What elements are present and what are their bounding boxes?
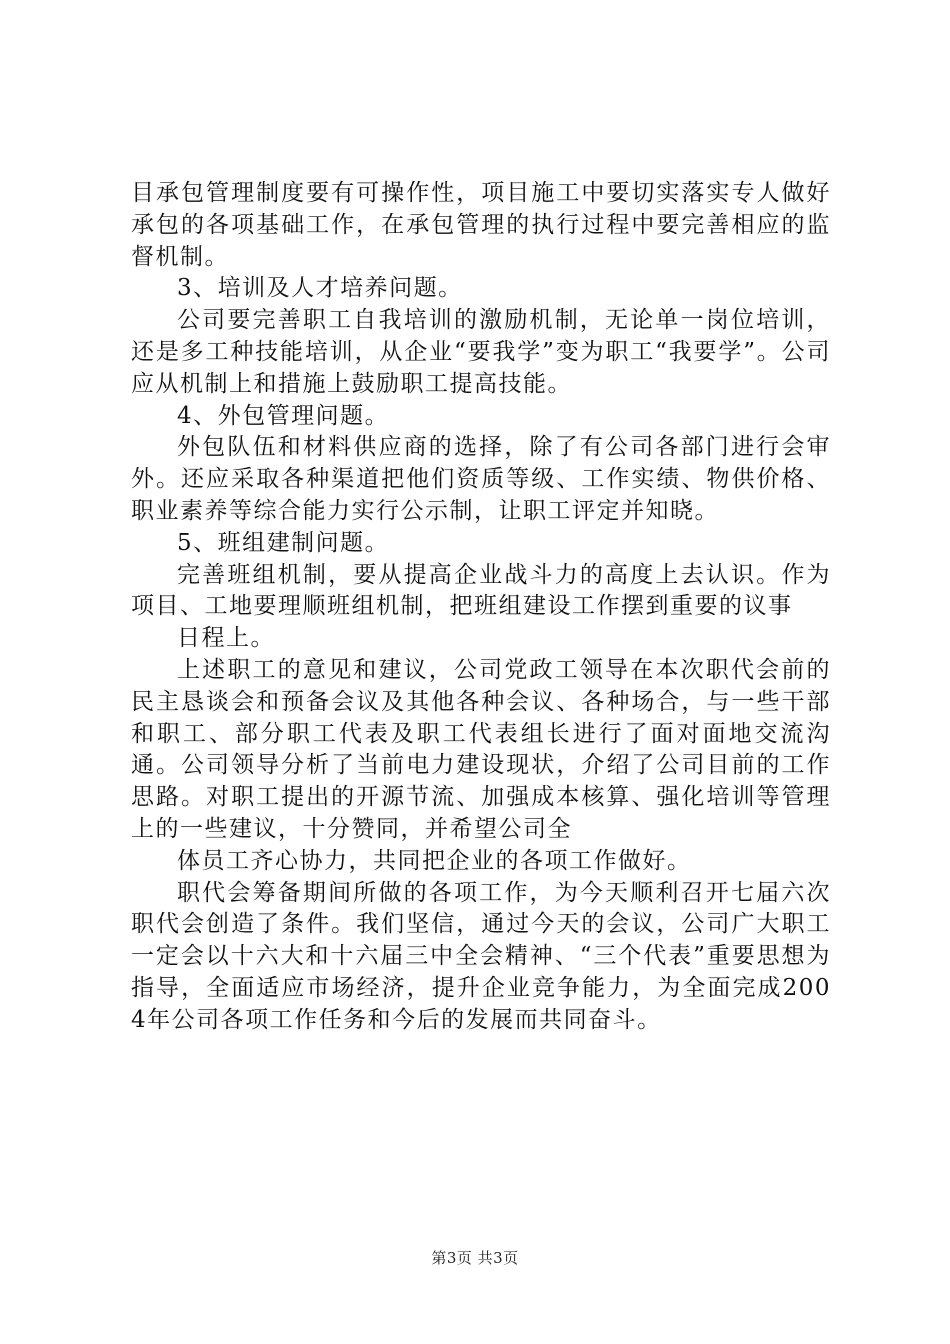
document-body: [131, 178, 831, 1037]
paragraph-team-continued: 日程上。: [177, 625, 275, 652]
section-heading-training: 3、培训及人才培养问题。: [177, 275, 463, 302]
page-number-footer: 第3页 共3页: [431, 1249, 519, 1267]
paragraph-1: 目承包管理制度要有可操作性，项目施工中要切实落实专人做好承包的各项基础工作，在承包管理的执行过程中要完善相应的监督机制。: [131, 180, 831, 270]
section-heading-team: 5、班组建制问题。: [177, 529, 390, 556]
paragraph-feedback-continued: 体员工齐心协力，共同把企业的各项工作做好。: [177, 847, 692, 874]
paragraph-conclusion: 职代会筹备期间所做的各项工作，为今天顺利召开七届六次职代会创造了条件。我们坚信，通过今天的会议，公司广大职工一定会以十六大和十六届三中全会精神、“三个代表”重要思想为指导，全面适应市场经济，提升企业竞争能力，为全面完成2004年公司各项工作任务和今后的发展而共同奋斗。: [131, 879, 831, 1033]
paragraph-team: 完善班组机制，要从提高企业战斗力的高度上去认识。作为项目、工地要理顺班组机制，把班组建设工作摆到重要的议事: [131, 561, 831, 620]
section-heading-outsourcing: 4、外包管理问题。: [177, 402, 390, 429]
paragraph-feedback: 上述职工的意见和建议，公司党政工领导在本次职代会前的民主恳谈会和预备会议及其他各种会议、各种场合，与一些干部和职工、部分职工代表及职工代表组长进行了面对面地交流沟通。公司领导分析了当前电力建设现状，介绍了公司目前的工作思路。对职工提出的开源节流、加强成本核算、强化培训等管理上的一些建议，十分赞同，并希望公司全: [131, 656, 831, 842]
paragraph-outsourcing: 外包队伍和材料供应商的选择，除了有公司各部门进行会审外。还应采取各种渠道把他们资质等级、工作实绩、物供价格、职业素养等综合能力实行公示制，让职工评定并知晓。: [131, 434, 831, 524]
paragraph-training: 公司要完善职工自我培训的激励机制，无论单一岗位培训，还是多工种技能培训，从企业“要我学”变为职工“我要学”。公司应从机制上和措施上鼓励职工提高技能。: [131, 307, 831, 397]
